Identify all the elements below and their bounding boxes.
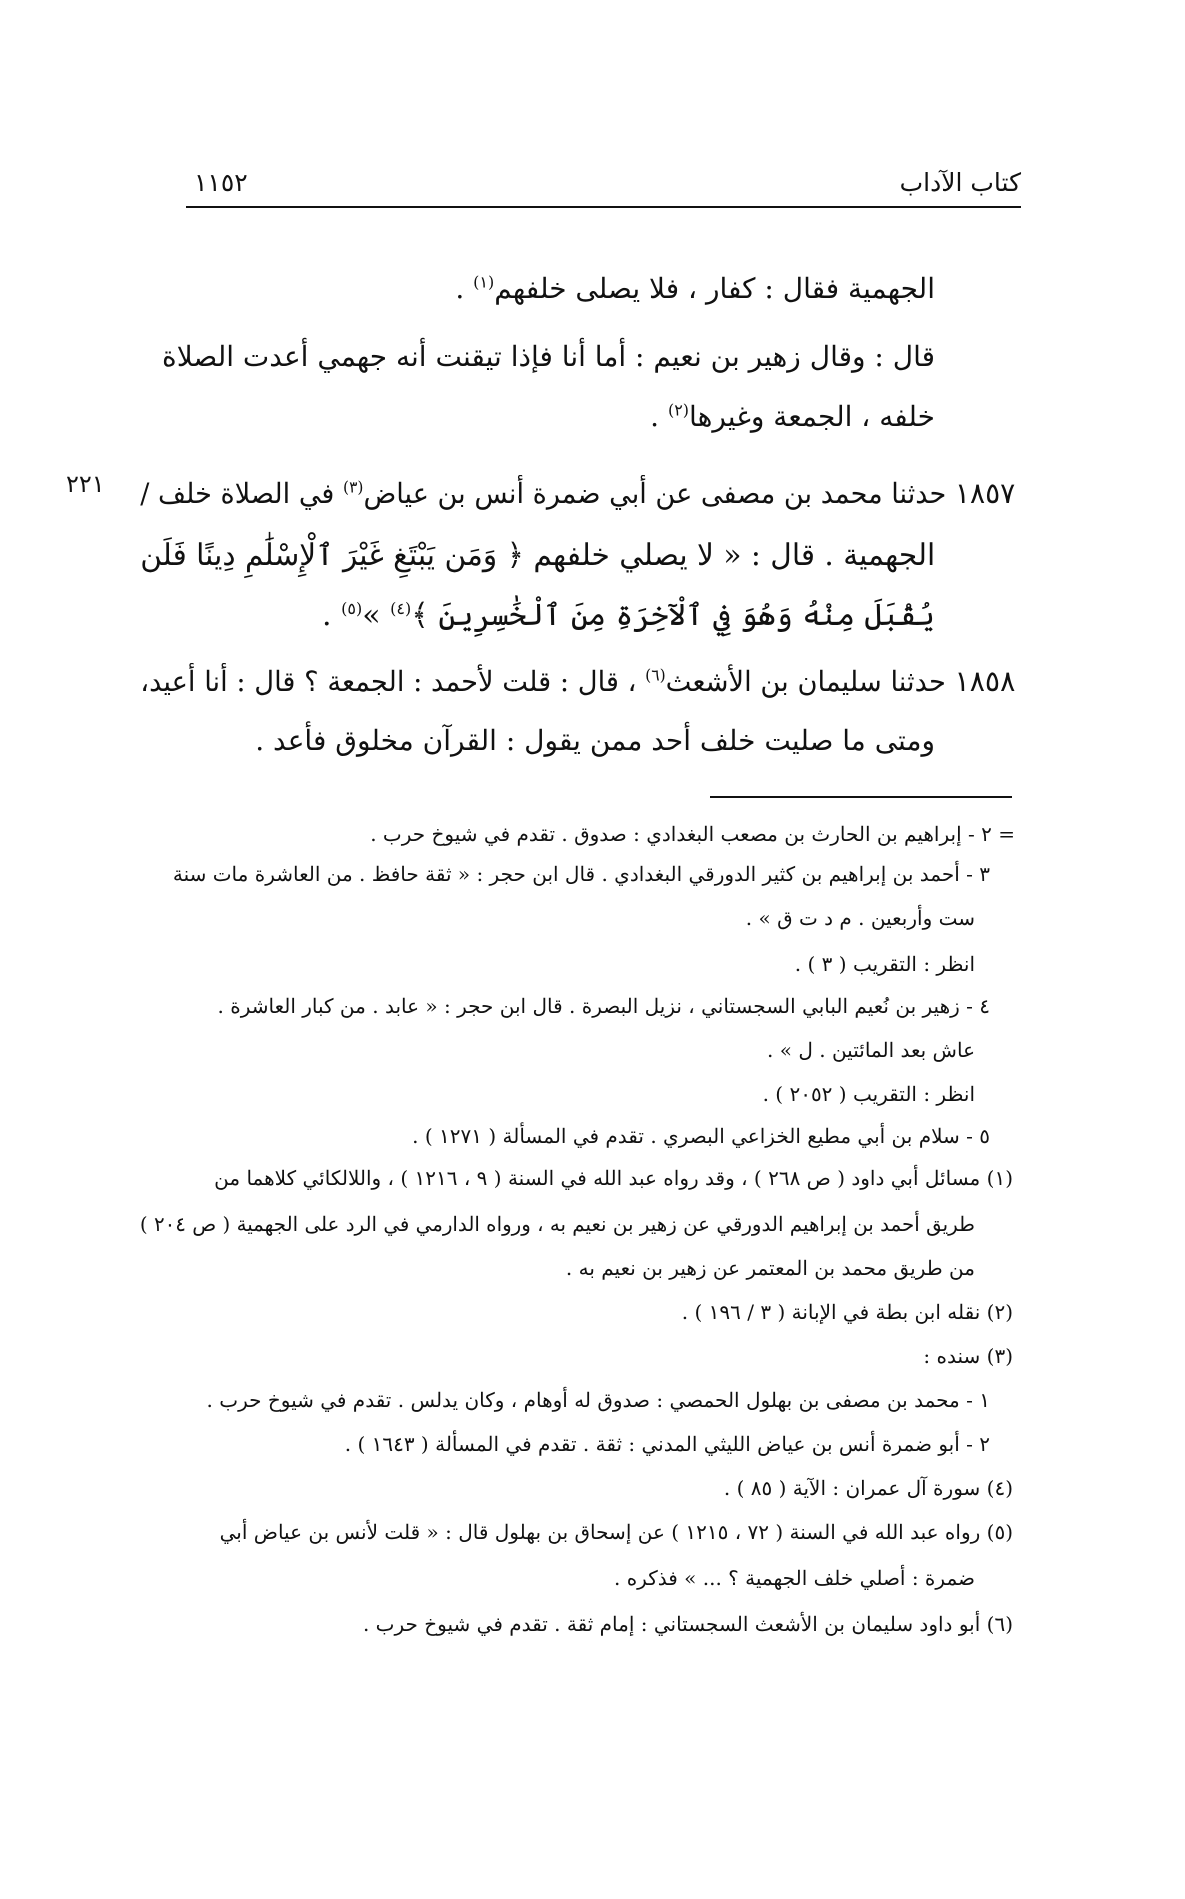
- footnote-ref: (٤): [390, 599, 412, 618]
- footnote-line: ٤ - زهير بن نُعيم البابي السجستاني ، نزيل البصرة . قال ابن حجر : « عابد . من كبار العاشرة .: [217, 994, 990, 1018]
- footnote-line: ضمرة : أصلي خلف الجهمية ؟ ... » فذكره .: [613, 1566, 975, 1590]
- main-line-6: [322, 598, 935, 634]
- footnote-ref: (٢): [667, 400, 690, 420]
- main-text: .: [322, 598, 342, 633]
- footnote-line: = ٢ - إبراهيم بن الحارث بن مصعب البغدادي : صدوق . تقدم في شيوخ حرب .: [370, 822, 1015, 846]
- footnote-ref: (٦): [644, 665, 666, 685]
- footnote-line: (٣) سنده :: [923, 1344, 1013, 1368]
- footnote-line: ٢ - أبو ضمرة أنس بن عياض الليثي المدني : ثقة . تقدم في المسألة ( ١٦٤٣ ) .: [344, 1432, 990, 1456]
- footnote-line: (٢) نقله ابن بطة في الإبانة ( ٣ / ١٩٦ ) .: [681, 1300, 1013, 1324]
- main-text: »: [362, 598, 391, 633]
- footnote-line: انظر : التقريب ( ٢٠٥٢ ) .: [762, 1082, 975, 1106]
- main-text: ، قال : قلت لأحمد : الجمعة ؟ قال : أنا أعيد،: [139, 665, 645, 698]
- margin-manuscript-number: ٢٢١: [66, 470, 105, 498]
- main-text: في الصلاة خلف /: [139, 477, 343, 510]
- footnote-line: (١) مسائل أبي داود ( ص ٢٦٨ ) ، وقد رواه عبد الله في السنة ( ٩ ، ١٢١٦ ) ، واللالكائي كلاهما من: [214, 1166, 1013, 1190]
- footnote-line: ٥ - سلام بن أبي مطيع الخزاعي البصري . تقدم في المسألة ( ١٢٧١ ) .: [412, 1124, 990, 1148]
- footnote-line: (٦) أبو داود سليمان بن الأشعث السجستاني : إمام ثقة . تقدم في شيوخ حرب .: [362, 1612, 1013, 1636]
- main-line-1: [455, 272, 935, 306]
- main-text: حدثنا سليمان بن الأشعث: [665, 665, 946, 698]
- footnote-line: انظر : التقريب ( ٣ ) .: [794, 952, 975, 976]
- main-line-5: الجهمية . قال : « لا يصلي خلفهم ﴿ وَمَن يَبْتَغِ غَيْرَ ٱلْإِسْلَٰمِ دِينًا فَلَن: [140, 538, 935, 573]
- quran-verse: يُقْبَلَ مِنْهُ وَهُوَ فِي ٱلْآخِرَةِ مِنَ ٱلْخَٰسِرِينَ ﴾: [411, 598, 935, 633]
- footnote-ref: (٣): [342, 477, 364, 497]
- page-number: ١١٥٢: [194, 168, 248, 197]
- main-text: .: [650, 400, 668, 433]
- footnote-line: ١ - محمد بن مصفى بن بهلول الحمصي : صدوق له أوهام ، وكان يدلس . تقدم في شيوخ حرب .: [206, 1388, 990, 1412]
- footnote-line: طريق أحمد بن إبراهيم الدورقي عن زهير بن نعيم به ، ورواه الدارمي في الرد على الجهمية ( ص ٢٠٤ ): [140, 1212, 976, 1236]
- chapter-title: كتاب الآداب: [899, 168, 1021, 197]
- footnote-line: ست وأربعين . م د ت ق » .: [745, 906, 975, 930]
- main-line-8: ومتى ما صليت خلف أحد ممن يقول : القرآن مخلوق فأعد .: [255, 724, 935, 757]
- hadith-1857: [140, 476, 1015, 511]
- footnote-ref: (١): [473, 272, 495, 292]
- footnote-line: (٥) رواه عبد الله في السنة ( ٧٢ ، ١٢١٥ ) عن إسحاق بن بهلول قال : « قلت لأنس بن عياض أبي: [219, 1520, 1013, 1544]
- hadith-1858: [140, 664, 1015, 699]
- main-text: خلفه ، الجمعة وغيرها: [689, 400, 935, 433]
- footnote-line: عاش بعد المائتين . ل » .: [767, 1038, 975, 1062]
- main-line-2: قال : وقال زهير بن نعيم : أما أنا فإذا تيقنت أنه جهمي أعدت الصلاة: [162, 340, 935, 373]
- page-header: [186, 162, 1021, 208]
- hadith-number: ١٨٥٧: [954, 476, 1015, 510]
- main-text: .: [455, 272, 474, 305]
- footnote-line: من طريق محمد بن المعتمر عن زهير بن نعيم به .: [565, 1256, 975, 1280]
- footnote-line: (٤) سورة آل عمران : الآية ( ٨٥ ) .: [723, 1476, 1013, 1500]
- footnote-separator: [710, 796, 1012, 798]
- main-text: الجهمية فقال : كفار ، فلا يصلى خلفهم: [494, 272, 935, 305]
- footnote-ref: (٥): [341, 599, 363, 618]
- footnote-line: ٣ - أحمد بن إبراهيم بن كثير الدورقي البغدادي . قال ابن حجر : « ثقة حافظ . من العاشرة مات سنة: [172, 862, 990, 886]
- main-line-3: [650, 400, 935, 434]
- hadith-number: ١٨٥٨: [954, 664, 1015, 698]
- main-text: حدثنا محمد بن مصفى عن أبي ضمرة أنس بن عياض: [363, 477, 947, 510]
